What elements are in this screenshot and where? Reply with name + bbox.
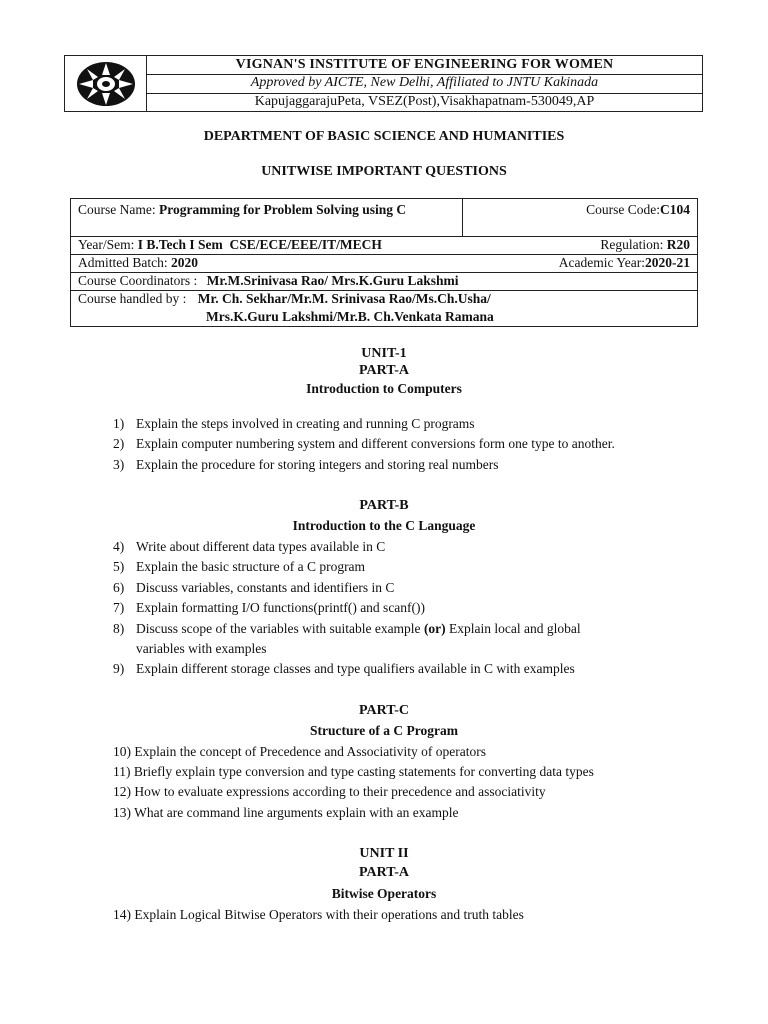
question-text: How to evaluate expressions according to their precedence and associativity bbox=[131, 784, 546, 799]
question-text-continuation: variables with examples bbox=[136, 641, 267, 656]
year-sem-label: Year/Sem: bbox=[78, 237, 135, 252]
question-item bbox=[113, 907, 524, 923]
unit-1-part-a-topic: Introduction to Computers bbox=[306, 381, 462, 396]
handled-by-line2: Mrs.K.Guru Lakshmi/Mr.B. Ch.Venkata Ramana bbox=[206, 309, 494, 324]
unit-1-part-c-topic: Structure of a C Program bbox=[310, 723, 458, 738]
question-text: Explain computer numbering system and different conversions form one type to another. bbox=[136, 436, 615, 451]
admitted-batch bbox=[78, 255, 198, 271]
institution-name: VIGNAN'S INSTITUTE OF ENGINEERING FOR WOMEN bbox=[235, 57, 614, 72]
question-text: Explain the steps involved in creating and running C programs bbox=[136, 416, 475, 431]
question-text-part: Explain local and global bbox=[445, 621, 581, 636]
course-name bbox=[78, 202, 406, 218]
coordinators-label: Course Coordinators : bbox=[78, 273, 198, 288]
question-item bbox=[113, 416, 475, 432]
unit-2-part-a-topic: Bitwise Operators bbox=[331, 886, 437, 901]
table-divider bbox=[462, 199, 463, 236]
course-coordinators bbox=[78, 273, 459, 289]
question-number: 14) bbox=[113, 907, 131, 922]
question-number: 10) bbox=[113, 744, 131, 759]
unit-2-part-a-label: PART-A bbox=[358, 865, 410, 880]
regulation bbox=[600, 237, 690, 253]
question-number: 6) bbox=[113, 580, 125, 595]
course-code-value: C104 bbox=[660, 202, 690, 217]
academic-year-label: Academic Year: bbox=[558, 255, 645, 270]
question-text: Explain the concept of Precedence and Associativity of operators bbox=[134, 744, 487, 759]
question-number: 8) bbox=[113, 621, 125, 636]
unit-2-title: UNIT II bbox=[359, 846, 409, 861]
course-info-table bbox=[70, 198, 698, 327]
question-number: 3) bbox=[113, 457, 125, 472]
institution-header bbox=[64, 55, 703, 112]
course-handled-by bbox=[78, 291, 491, 307]
unit-1-title: UNIT-1 bbox=[361, 346, 407, 361]
coordinators-value: Mr.M.Srinivasa Rao/ Mrs.K.Guru Lakshmi bbox=[206, 273, 459, 288]
question-text: Explain formatting I/O functions(printf() and scanf()) bbox=[136, 600, 426, 615]
handled-by-label: Course handled by : bbox=[78, 291, 187, 306]
regulation-value: R20 bbox=[666, 237, 690, 252]
question-text: Explain the basic structure of a C program bbox=[136, 559, 366, 574]
question-number: 12) bbox=[113, 784, 131, 799]
question-text: Explain Logical Bitwise Operators with their operations and truth tables bbox=[134, 907, 524, 922]
question-number: 11) bbox=[113, 764, 131, 779]
question-text: What are command line arguments explain with an example bbox=[131, 805, 459, 820]
question-number: 9) bbox=[113, 661, 125, 676]
department-title: DEPARTMENT OF BASIC SCIENCE AND HUMANITIES bbox=[203, 129, 565, 144]
course-code bbox=[586, 202, 690, 218]
course-name-label: Course Name: bbox=[78, 202, 156, 217]
question-text: Write about different data types available in C bbox=[136, 539, 386, 554]
unit-1-part-c-label: PART-C bbox=[358, 703, 410, 718]
academic-year-value: 2020-21 bbox=[645, 255, 690, 270]
question-text: Explain different storage classes and type qualifiers available in C with examples bbox=[136, 661, 575, 676]
question-number: 13) bbox=[113, 805, 131, 820]
question-number: 5) bbox=[113, 559, 125, 574]
institution-approval: Approved by AICTE, New Delhi, Affiliated to JNTU Kakinada bbox=[250, 75, 599, 90]
course-code-label: Course Code: bbox=[586, 202, 660, 217]
institution-address: KapujaggarajuPeta, VSEZ(Post),Visakhapatnam-530049,AP bbox=[254, 94, 595, 109]
admitted-batch-label: Admitted Batch: bbox=[78, 255, 168, 270]
year-sem bbox=[78, 237, 382, 253]
year-sem-value: I B.Tech I Sem CSE/ECE/EEE/IT/MECH bbox=[137, 237, 382, 252]
question-text: Discuss variables, constants and identifiers in C bbox=[136, 580, 395, 595]
question-item bbox=[113, 764, 594, 780]
question-text-or: (or) bbox=[423, 621, 446, 636]
question-item bbox=[113, 559, 366, 575]
admitted-batch-value: 2020 bbox=[170, 255, 198, 270]
question-item bbox=[113, 744, 486, 760]
academic-year bbox=[559, 255, 690, 271]
question-text-part: Discuss scope of the variables with suitable example bbox=[136, 621, 424, 636]
question-text: Explain the procedure for storing integers and storing real numbers bbox=[136, 457, 499, 472]
question-text: Briefly explain type conversion and type casting statements for converting data types bbox=[133, 764, 594, 779]
question-item bbox=[113, 784, 546, 800]
unit-1-part-b-label: PART-B bbox=[359, 498, 409, 513]
question-text bbox=[136, 621, 581, 637]
question-item bbox=[113, 600, 426, 616]
question-number: 1) bbox=[113, 416, 125, 431]
question-number: 7) bbox=[113, 600, 125, 615]
logo-cell bbox=[65, 56, 147, 111]
unit-1-part-b-topic: Introduction to the C Language bbox=[292, 518, 476, 533]
question-item bbox=[113, 436, 615, 452]
unit-1-part-a-label: PART-A bbox=[358, 363, 410, 378]
question-item bbox=[113, 661, 575, 677]
college-emblem-icon bbox=[75, 60, 137, 108]
question-item bbox=[113, 457, 499, 473]
question-item bbox=[113, 805, 459, 821]
question-item bbox=[113, 539, 386, 555]
handled-by-line1: Mr. Ch. Sekhar/Mr.M. Srinivasa Rao/Ms.Ch.Usha/ bbox=[197, 291, 491, 306]
question-number: 4) bbox=[113, 539, 125, 554]
course-name-value: Programming for Problem Solving using C bbox=[158, 202, 407, 217]
question-item bbox=[113, 580, 395, 596]
question-number: 2) bbox=[113, 436, 125, 451]
regulation-label: Regulation: bbox=[600, 237, 664, 252]
question-item bbox=[113, 621, 581, 637]
document-title: UNITWISE IMPORTANT QUESTIONS bbox=[261, 164, 507, 179]
